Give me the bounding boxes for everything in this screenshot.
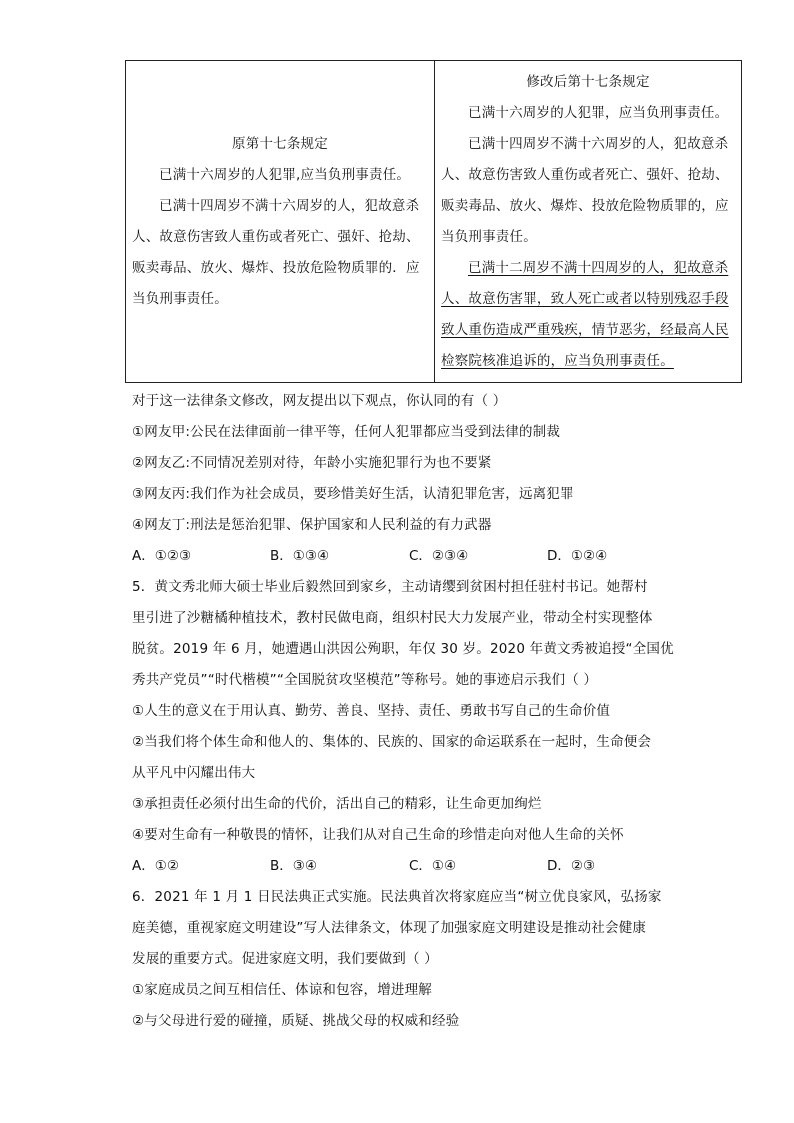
q4-item: ①网友甲:公民在法律面前一律平等，任何人犯罪都应当受到法律的制裁	[132, 424, 561, 440]
q5-option-a[interactable]: A．①②	[132, 858, 179, 874]
q5-item: ③承担责任必须付出生命的代价，活出自己的精彩，让生命更加绚烂	[132, 796, 542, 812]
revised-new-clause-line: 致人重伤造成严重残疾，情节恶劣，经最高人民	[441, 321, 729, 338]
q5-stem-line: 里引进了沙糖橘种植技术，教村民做电商，组织村民大力发展产业，带动全村实现整体	[132, 610, 653, 626]
original-line: 已满十四周岁不满十六周岁的人，犯故意杀	[159, 197, 420, 214]
q5-item: 从平凡中闪耀出伟大	[132, 765, 256, 781]
q5-item: ②当我们将个体生命和他人的、集体的、民族的、国家的命运联系在一起时，生命便会	[132, 734, 652, 750]
original-line: 当负刑事责任。	[132, 290, 228, 307]
original-line: 人、故意伤害致人重伤或者死亡、强奸、抢劫、	[132, 228, 420, 245]
q5-stem-line: 脱贫。2019 年 6 月，她遭遇山洪因公殉职，年仅 30 岁。2020 年黄文秀被追授“全国优	[132, 641, 674, 657]
q6-item: ①家庭成员之间互相信任、体谅和包容，增进理解	[132, 982, 433, 998]
revised-article-heading: 修改后第十七条规定	[526, 73, 650, 90]
revised-new-clause-line: 人、故意伤害罪，致人死亡或者以特别残忍手段	[441, 290, 729, 307]
q5-stem-line: 5．黄文秀北师大硕士毕业后毅然回到家乡，主动请缨到贫困村担任驻村书记。她帮村	[132, 579, 648, 595]
questions-body	[132, 386, 672, 1037]
q6-stem-line: 发展的重要方式。促进家庭文明，我们要做到（ ）	[132, 951, 438, 967]
revised-line: 当负刑事责任。	[441, 228, 537, 245]
original-line: 贩卖毒品、放火、爆炸、投放危险物质罪的．应	[132, 259, 420, 276]
q6-stem-line: 6．2021 年 1 月 1 日民法典正式实施。民法典首次将家庭应当“树立优良家风，弘扬家	[132, 889, 662, 905]
q5-item: ①人生的意义在于用认真、勤劳、善良、坚持、责任、勇敢书写自己的生命价值	[132, 703, 611, 719]
q6-item: ②与父母进行爱的碰撞，质疑、挑战父母的权威和经验	[132, 1013, 460, 1029]
original-article-cell	[126, 61, 435, 383]
law-comparison-table	[125, 60, 742, 383]
q4-options	[132, 541, 672, 572]
q5-options	[132, 851, 672, 882]
q5-stem-line: 秀共产党员”“时代楷模”“全国脱贫攻坚模范”等称号。她的事迹启示我们（ ）	[132, 672, 598, 688]
revised-line: 已满十六周岁的人犯罪，应当负刑事责任。	[468, 104, 729, 121]
q4-item: ④网友丁:刑法是惩治犯罪、保护国家和人民利益的有力武器	[132, 517, 492, 533]
q5-item: ④要对生命有一种敬畏的情怀，让我们从对自己生命的珍惜走向对他人生命的关怀	[132, 827, 624, 843]
revised-line: 人、故意伤害致人重伤或者死亡、强奸、抢劫、	[441, 166, 729, 183]
revised-line: 已满十四周岁不满十六周岁的人，犯故意杀	[468, 135, 729, 152]
revised-new-clause-line: 检察院核准追诉的，应当负刑事责任。	[441, 352, 674, 369]
revised-new-clause-line: 已满十二周岁不满十四周岁的人，犯故意杀	[468, 259, 729, 276]
original-line: 已满十六周岁的人犯罪,应当负刑事责任。	[159, 166, 411, 183]
q4-item: ③网友丙:我们作为社会成员，要珍惜美好生活，认清犯罪危害，远离犯罪	[132, 486, 574, 502]
q4-item: ②网友乙:不同情况差别对待，年龄小实施犯罪行为也不要紧	[132, 455, 492, 471]
q5-option-c[interactable]: C．①④	[409, 858, 457, 874]
q5-option-b[interactable]: B．③④	[270, 858, 317, 874]
original-article-heading: 原第十七条规定	[232, 135, 328, 152]
q4-option-a[interactable]: A．①②③	[132, 548, 192, 564]
q4-option-b[interactable]: B．①③④	[270, 548, 330, 564]
q4-stem: 对于这一法律条文修改，网友提出以下观点，你认同的有（ ）	[132, 393, 507, 409]
q4-option-c[interactable]: C．②③④	[409, 548, 469, 564]
revised-line: 贩卖毒品、放火、爆炸、投放危险物质罪的，应	[441, 197, 729, 214]
q5-option-d[interactable]: D．②③	[547, 858, 596, 874]
q6-stem-line: 庭美德，重视家庭文明建设”写人法律条文，体现了加强家庭文明建设是推动社会健康	[132, 920, 647, 936]
revised-article-cell	[435, 61, 742, 383]
q4-option-d[interactable]: D．①②④	[547, 548, 608, 564]
